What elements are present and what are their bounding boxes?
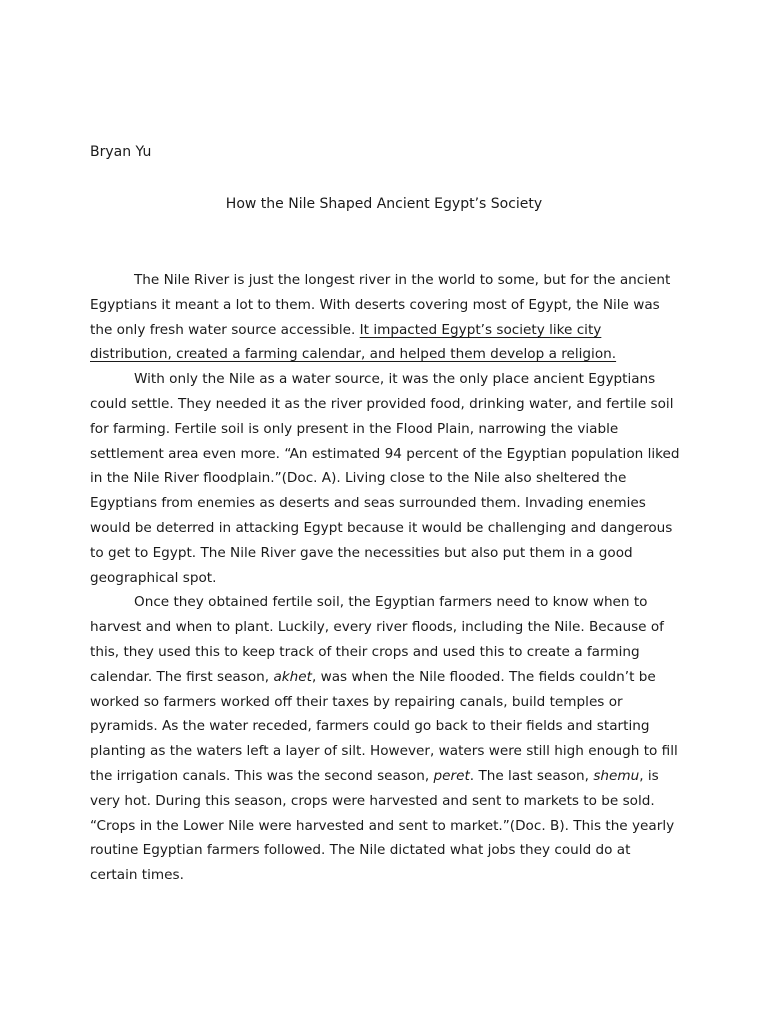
- paragraph-introduction: [90, 268, 680, 367]
- essay-body: [90, 268, 680, 888]
- farming-text-4: , is very hot. During this season, crops were harvested and sent to markets to be sold. “Crops in the Lower Nile were harvested and sent to market.”(Doc. B). This the yearly routine Egyptian farmers followed. The Nile dictated what jobs they could do at certain times.: [90, 767, 675, 884]
- farming-text-1: Once they obtained fertile soil, the Egyptian farmers need to know when to harvest and when to plant. Luckily, every river floods, including the Nile. Because of this, they used this to keep track of their crops and used this to create a farming calendar. The first season,: [90, 594, 664, 685]
- farming-text-2: , was when the Nile flooded. The fields couldn’t be worked so farmers worked off their taxes by repairing canals, build temples or pyramids. As the water receded, farmers could go back to their fields and starting planting as the waters left a layer of silt. However, waters were still high enough to fill the irrigation canals. This was the second season,: [90, 668, 678, 784]
- paragraph-settlement: With only the Nile as a water source, it was the only place ancient Egyptians could settle. They needed it as the river provided food, drinking water, and fertile soil for farming. Fertile soil is only present in the Flood Plain, narrowing the viable settlement area even more. “An estimated 94 percent of the Egyptian population liked in the Nile River floodplain.”(Doc. A). Living close to the Nile also sheltered the Egyptians from enemies as deserts and seas surrounded them. Invading enemies would be deterred in attacking Egypt because it would be challenging and dangerous to get to Egypt. The Nile River gave the necessities but also put them in a good geographical spot.: [90, 371, 680, 586]
- paragraph-farming-calendar: [90, 590, 680, 888]
- author-name: Bryan Yu: [90, 144, 152, 160]
- thesis-statement: It impacted Egypt’s society like city distribution, created a farming calendar, and helped them develop a religion.: [90, 321, 617, 363]
- season-akhet: akhet: [273, 668, 312, 685]
- season-peret: peret: [433, 767, 470, 784]
- season-shemu: shemu: [593, 767, 640, 784]
- essay-title: How the Nile Shaped Ancient Egypt’s Society: [225, 196, 543, 212]
- intro-text: The Nile River is just the longest river in the world to some, but for the ancient Egyptians it meant a lot to them. With deserts covering most of Egypt, the Nile was the only fresh water source accessible.: [90, 272, 671, 338]
- farming-text-3: . The last season,: [469, 767, 594, 784]
